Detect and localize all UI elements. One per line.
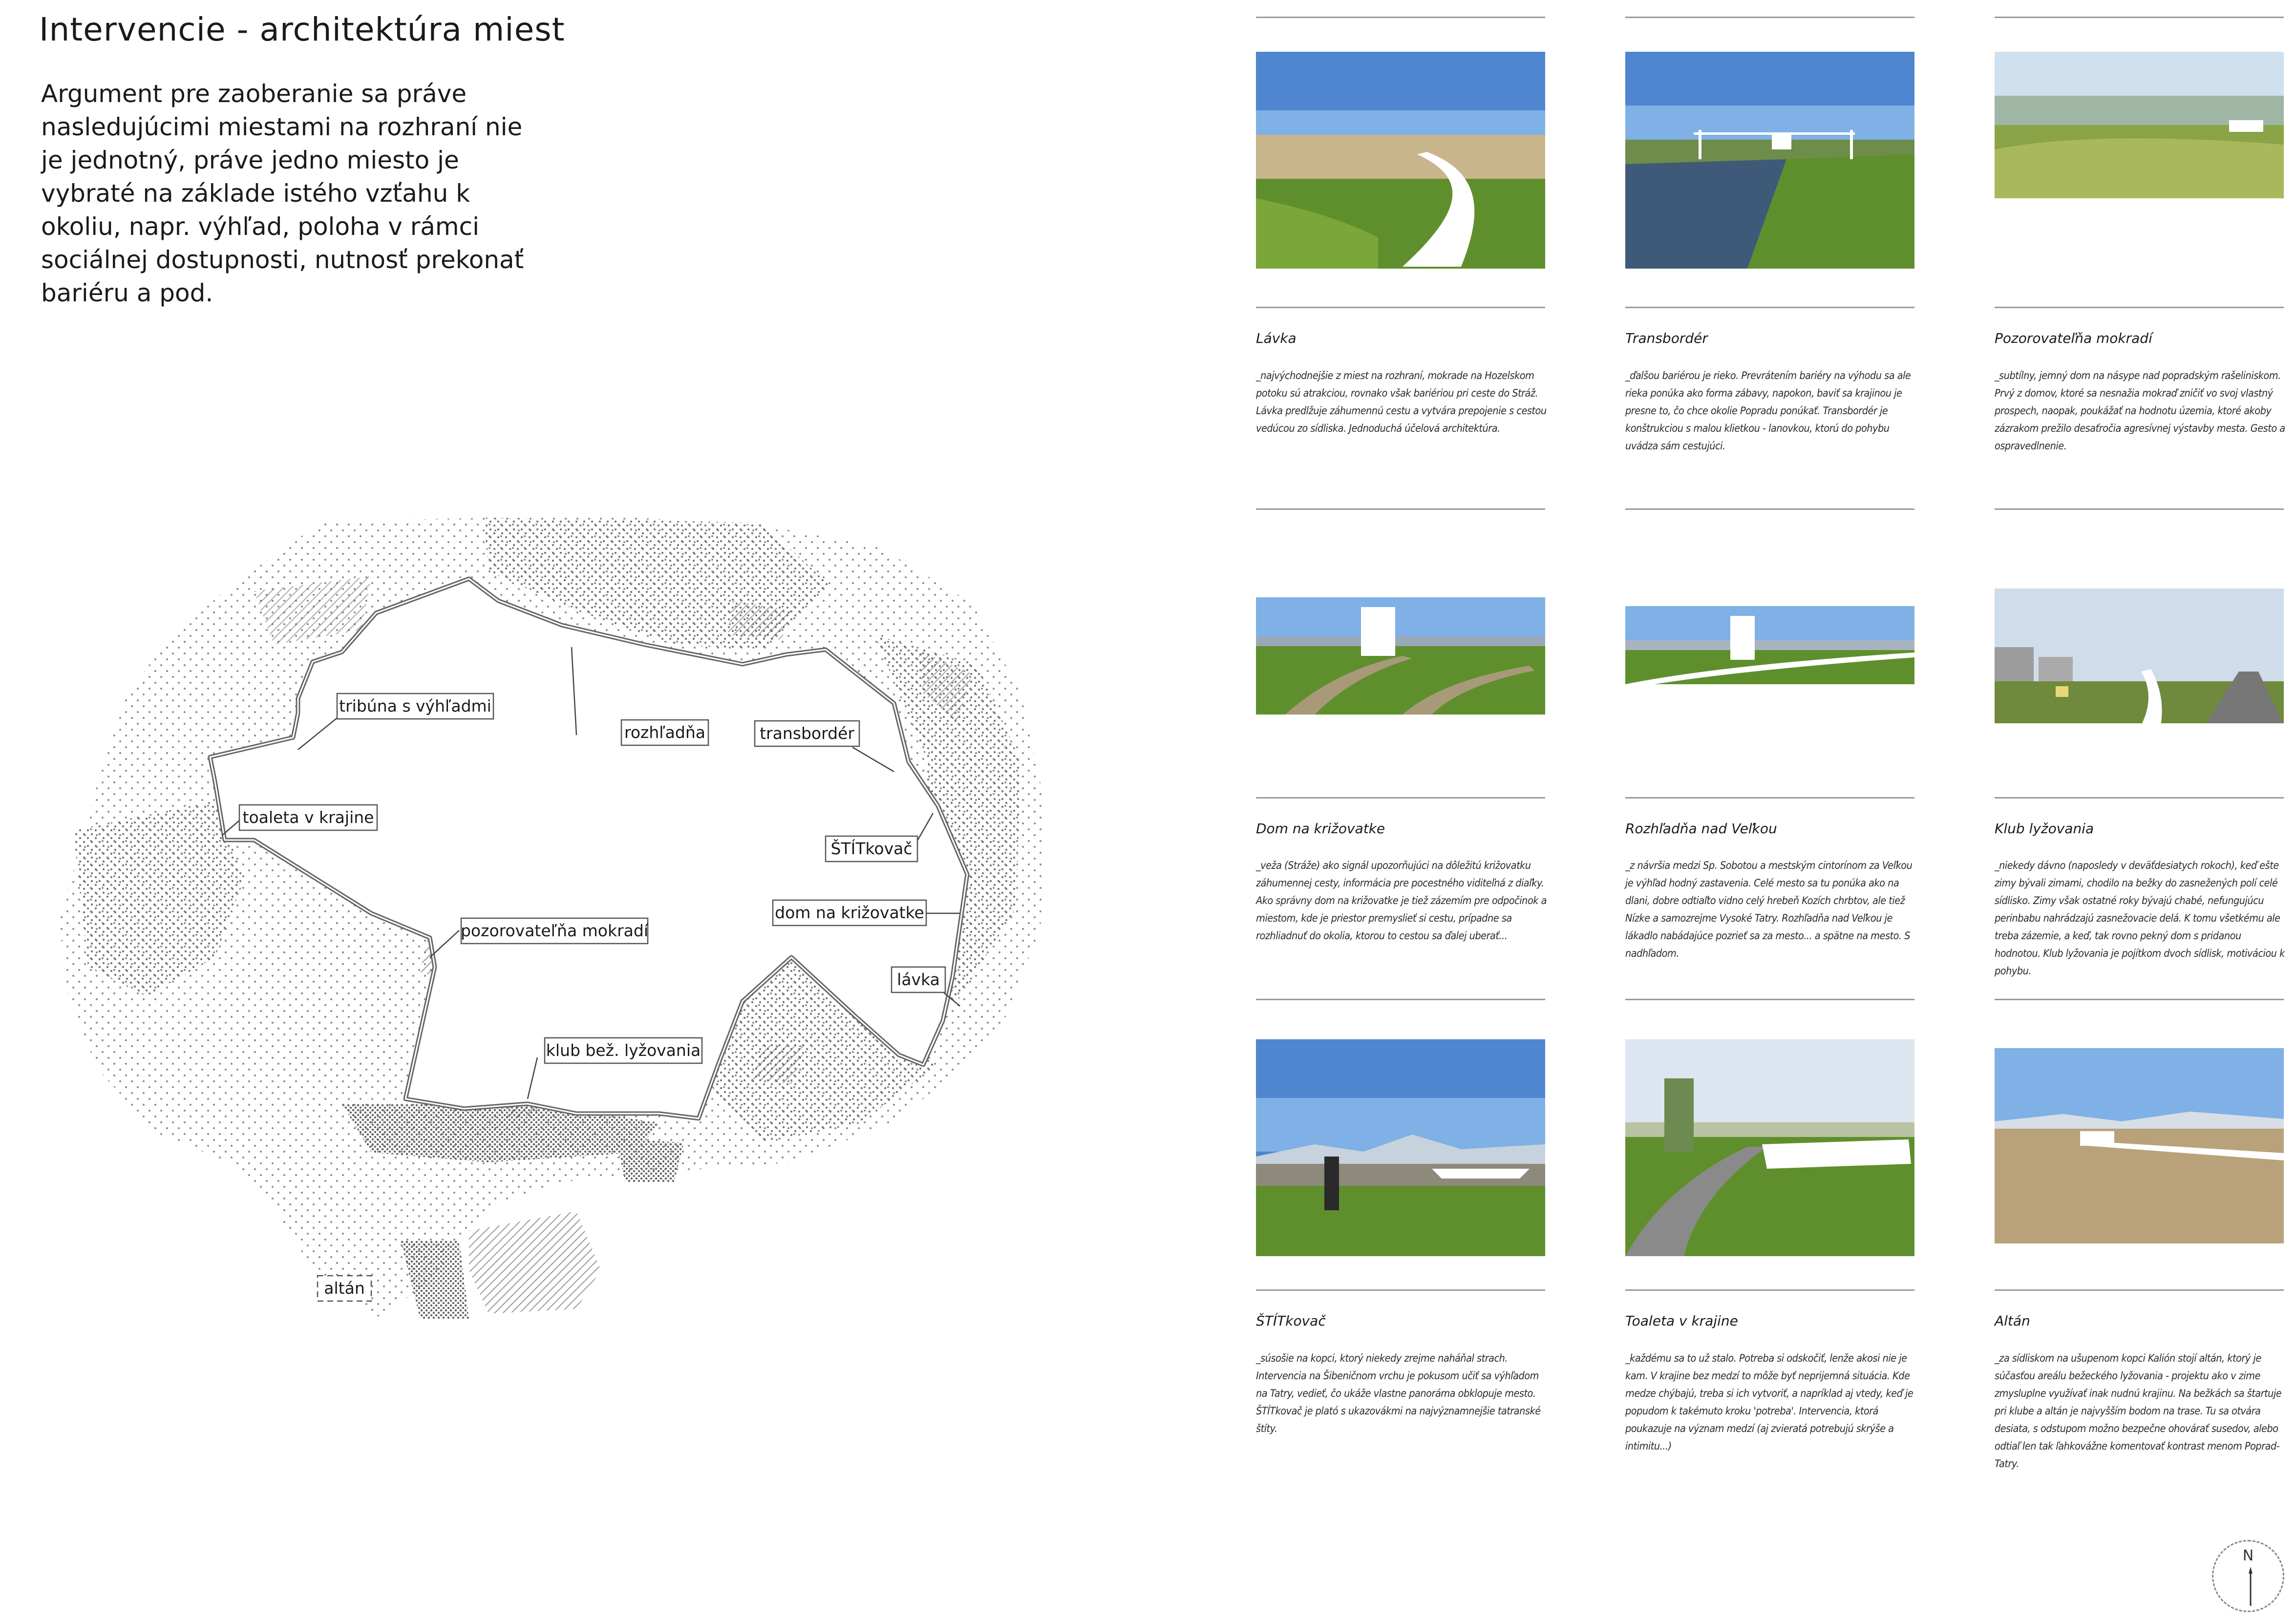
map-label-2 xyxy=(755,721,859,746)
map-label-text: tribúna s výhľadmi xyxy=(339,696,491,715)
divider xyxy=(1995,1289,2284,1291)
card-description: _subtílny, jemný dom na násype nad popradským rašeliniskom. Prvý z domov, ktoré sa nesnažia mokraď zničiť vo svoj vlastný prospech, naopak, poukážať na hodnotu územia, ktoré akoby zázrakom prežilo desaťročia agresívnej výstavby mesta. Gesto a ospravedlnenie. xyxy=(1995,370,2285,452)
card-title: Toaleta v krajine xyxy=(1625,1313,1738,1329)
divider xyxy=(1625,1289,1914,1291)
site-photo xyxy=(1256,52,1545,269)
divider xyxy=(1256,1289,1545,1291)
map-label-6 xyxy=(461,918,649,944)
site-photo xyxy=(1625,52,1914,269)
card-title: Transbordér xyxy=(1625,330,1708,346)
map-label-text: rozhľadňa xyxy=(624,723,705,742)
divider xyxy=(1995,999,2284,1000)
card-description: _niekedy dávno (naposledy v deväťdesiatych rokoch), keď ešte zimy bývali zimami, chodilo na bežky do zasnežených polí celé sídlisko. Zimy však ostatné roky bývajú chabé, nefungujúcu perinbabu nahrádzajú zasnežovacie delá. K tomu všetkému ale treba zázemie, a keď, tak rovno pekný dom s pridanou hodnotou. Klub lyžovania je pojítkom dvoch sídlisk, motiváciou k pohybu. xyxy=(1995,860,2285,977)
map-label-7 xyxy=(892,967,945,992)
card-description: _každému sa to už stalo. Potreba si odskočiť, lenže akosi nie je kam. V krajine bez medzí to môže byť neprijemná situácia. Kde medze chýbajú, treba si ich vytvoriť, a napríklad aj vtedy, keď je popudom k takémuto kroku 'potreba'. Intervencia, ktorá poukazuje na význam medzí (aj zvieratá potrebujú skrýše a intimitu...) xyxy=(1625,1352,1913,1452)
card-description: _za sídliskom na ušupenom kopci Kalión stojí altán, ktorý je súčasťou areálu bežeckého lyžovania - projektu ako v zime zmysluplne využívať inak nudnú krajinu. Na bežkách sa štartuje pri klube a altán je najvyšším bodom na trase. Tu sa otvára desiata, s odstupom možno bezpečne ohovárať susedov, alebo odtiaľ len tak ľahkovážne komentovať kontrast menom Poprad-Tatry. xyxy=(1995,1352,2282,1470)
map-label-1 xyxy=(621,720,708,745)
divider xyxy=(1995,17,2284,18)
intro-paragraph: Argument pre zaoberanie sa práve nasledujúcimi miestami na rozhraní nie je jednotný, práve jedno miesto je vybraté na základe istého vzťahu k okoliu, napr. výhľad, poloha v rámci sociálnej dostupnosti, nutnosť prekonať bariéru a pod. xyxy=(41,80,524,307)
divider xyxy=(1256,508,1545,510)
divider xyxy=(1625,797,1914,799)
site-photo xyxy=(1995,1048,2284,1243)
card-title: Rozhľadňa nad Veľkou xyxy=(1625,821,1777,837)
card-title: Lávka xyxy=(1256,330,1297,346)
page-title: Intervencie - architektúra miest xyxy=(39,11,565,48)
site-photo xyxy=(1625,606,1914,684)
card-description: _súsošie na kopci, ktorý niekedy zrejme naháňal strach. Intervencia na Šibeničnom vrchu je pokusom učiť sa výhľadom na Tatry, vedieť, čo ukáže vlastne panoráma obklopuje mesto. ŠTÍTkovač je plató s ukazovákmi na najvýznamnejšie tatranské štíty. xyxy=(1256,1352,1541,1435)
divider xyxy=(1625,999,1914,1000)
divider xyxy=(1256,797,1545,799)
map-label-text: klub bež. lyžovania xyxy=(546,1041,701,1060)
divider xyxy=(1256,17,1545,18)
card-description: _ďalšou bariérou je rieko. Prevrátením bariéry na výhodu sa ale rieka ponúka ako forma zábavy, napokon, baviť sa krajinou je presne to, čo chce okolie Popradu ponúkať. Transbordér je konštrukciou s malou klietkou - lanovkou, ktorú do pohybu uvádza sám cestujúci. xyxy=(1625,370,1911,452)
map-label-text: dom na križovatke xyxy=(775,903,924,922)
map-label-9 xyxy=(318,1276,371,1301)
north-letter: N xyxy=(2242,1547,2254,1564)
card-title: Dom na križovatke xyxy=(1256,821,1385,837)
card-title: ŠTÍTkovač xyxy=(1256,1313,1326,1329)
site-photo xyxy=(1995,589,2284,723)
map-label-text: pozorovateľňa mokradí xyxy=(460,921,649,940)
map-label-8 xyxy=(545,1038,702,1063)
north-arrow-icon xyxy=(2249,1567,2253,1606)
divider xyxy=(1625,17,1914,18)
map-label-text: toaleta v krajine xyxy=(242,808,374,827)
divider xyxy=(1995,307,2284,308)
map-label-text: altán xyxy=(324,1279,365,1298)
map-label-text: ŠTÍTkovač xyxy=(830,839,913,858)
map-label-3 xyxy=(239,805,377,830)
divider xyxy=(1256,999,1545,1000)
site-photo xyxy=(1256,1039,1545,1256)
divider xyxy=(1625,508,1914,510)
site-photo xyxy=(1995,52,2284,235)
north-arrow xyxy=(2212,1540,2284,1612)
card-title: Klub lyžovania xyxy=(1995,821,2094,837)
site-photo xyxy=(1625,1039,1914,1256)
map-label-text: lávka xyxy=(897,970,940,989)
divider xyxy=(1256,307,1545,308)
divider xyxy=(1625,307,1914,308)
map-label-5 xyxy=(773,900,926,926)
map-label-text: transbordér xyxy=(760,724,854,743)
card-description: _z návršia medzi Sp. Sobotou a mestským cintorínom za Veľkou je výhľad hodný zastavenia. Celé mesto sa tu ponúka ako na dlani, dobre odtiaľto vidno celý hrebeň Kozích chrbtov, ale tiež Nízke a samozrejme Vysoké Tatry. Rozhľadňa nad Veľkou je lákadlo nabádajúce pozrieť sa za mesto... a spätne na mesto. S nadhľadom. xyxy=(1625,860,1913,960)
card-title: Pozorovateľňa mokradí xyxy=(1995,330,2152,346)
site-map xyxy=(0,488,1075,1348)
map-label-0 xyxy=(337,694,493,719)
divider xyxy=(1995,508,2284,510)
divider xyxy=(1995,797,2284,799)
card-title: Altán xyxy=(1995,1313,2030,1329)
map-label-4 xyxy=(826,836,917,862)
card-description: _najvýchodnejšie z miest na rozhraní, mokrade na Hozelskom potoku sú atrakciou, rovnako však bariériou pri ceste do Stráž. Lávka predlžuje záhumennú cestu a vytvára prepojenie s cestou vedúcou zo sídliska. Jednoduchá účelová architektúra. xyxy=(1256,370,1547,435)
card-description: _veža (Stráže) ako signál upozorňujúci na dôležitú križovatku záhumennej cesty, informácia pre pocestného viditeľná z diaľky. Ako správny dom na križovatke je tiež zázemím pre odpočinok a miestom, kde je priestor premyslieť si cestu, prípadne sa rozhliadnuť do okolia, ktorou to cestou sa ďalej uberať... xyxy=(1256,860,1547,942)
site-photo xyxy=(1256,597,1545,715)
